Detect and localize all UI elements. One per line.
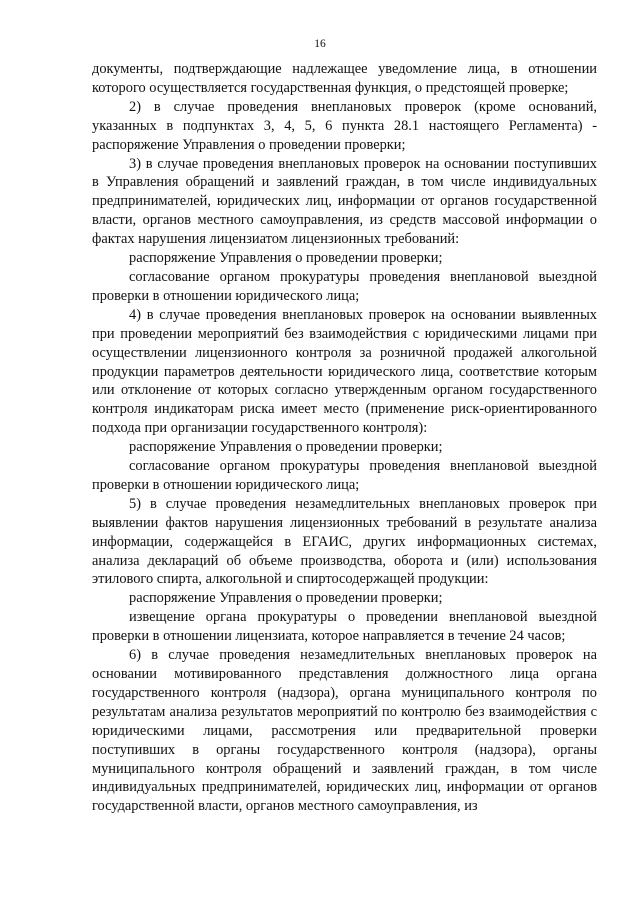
- paragraph-prosecutor-notice: извещение органа прокуратуры о проведении внеплановой выездной проверки в отношении лицензиата, которое направляется в течение 24 часов;: [92, 609, 597, 645]
- paragraph-item-5: 5) в случае проведения незамедлительных внеплановых проверок при выявлении фактов нарушения лицензионных требований в результате анализа информации, содержащейся в ЕГАИС, других информационных системах, анализа деклараций об объеме производства, оборота и (или) использования этилового спирта, алкогольной и спиртосодержащей продукции:: [92, 495, 597, 588]
- paragraph-item-3: 3) в случае проведения внеплановых проверок на основании поступивших в Управления обращений и заявлений граждан, в том числе индивидуальных предпринимателей, юридических лиц, информации от органов государственной власти, органов местного самоуправления, из средств массовой информации о фактах нарушения лицензиатом лицензионных требований:: [92, 155, 597, 248]
- document-body: [92, 60, 597, 816]
- paragraph-notification-documents: документы, подтверждающие надлежащее уведомление лица, в отношении которого осуществляется государственная функция, о предстоящей проверке;: [92, 61, 597, 96]
- paragraph-prosecutor-approval: согласование органом прокуратуры проведения внеплановой выездной проверки в отношении юридического лица;: [92, 268, 597, 304]
- paragraph-prosecutor-approval: согласование органом прокуратуры проведения внеплановой выездной проверки в отношении юридического лица;: [92, 458, 597, 493]
- paragraph-order: распоряжение Управления о проведении проверки;: [129, 590, 443, 607]
- paragraph-order: распоряжение Управления о проведении проверки;: [129, 439, 443, 456]
- paragraph-item-6: 6) в случае проведения незамедлительных внеплановых проверок на основании мотивированного представления должностного лица органа государственного контроля (надзора), органа муниципального контроля по результатам анализа результатов мероприятий по контролю без взаимодействия с юридическими лицами, рассмотрения или предварительной проверки поступивших в органы государственного контроля (надзора), органы муниципального контроля обращений и заявлений граждан, в том числе индивидуальных предпринимателей, юридических лиц, информации от органов государственной власти, органов местного самоуправления, из: [92, 647, 597, 815]
- paragraph-item-4: 4) в случае проведения внеплановых проверок на основании выявленных при проведении мероприятий без взаимодействия с юридическими лицами при осуществлении лицензионного контроля за розничной продажей алкогольной продукции параметров деятельности юридического лица, соответствие которым или отклонение от которых согласно утвержденным органом государственного контроля индикаторам риска имеет место (применение риск-ориентированного подхода при организации государственного контроля):: [92, 306, 597, 437]
- page-number: 16: [314, 38, 326, 50]
- paragraph-order: распоряжение Управления о проведении проверки;: [129, 250, 443, 267]
- paragraph-item-2: 2) в случае проведения внеплановых проверок (кроме оснований, указанных в подпунктах 3, 4, 5, 6 пункта 28.1 настоящего Регламента) - распоряжение Управления о проведении проверки;: [92, 98, 597, 153]
